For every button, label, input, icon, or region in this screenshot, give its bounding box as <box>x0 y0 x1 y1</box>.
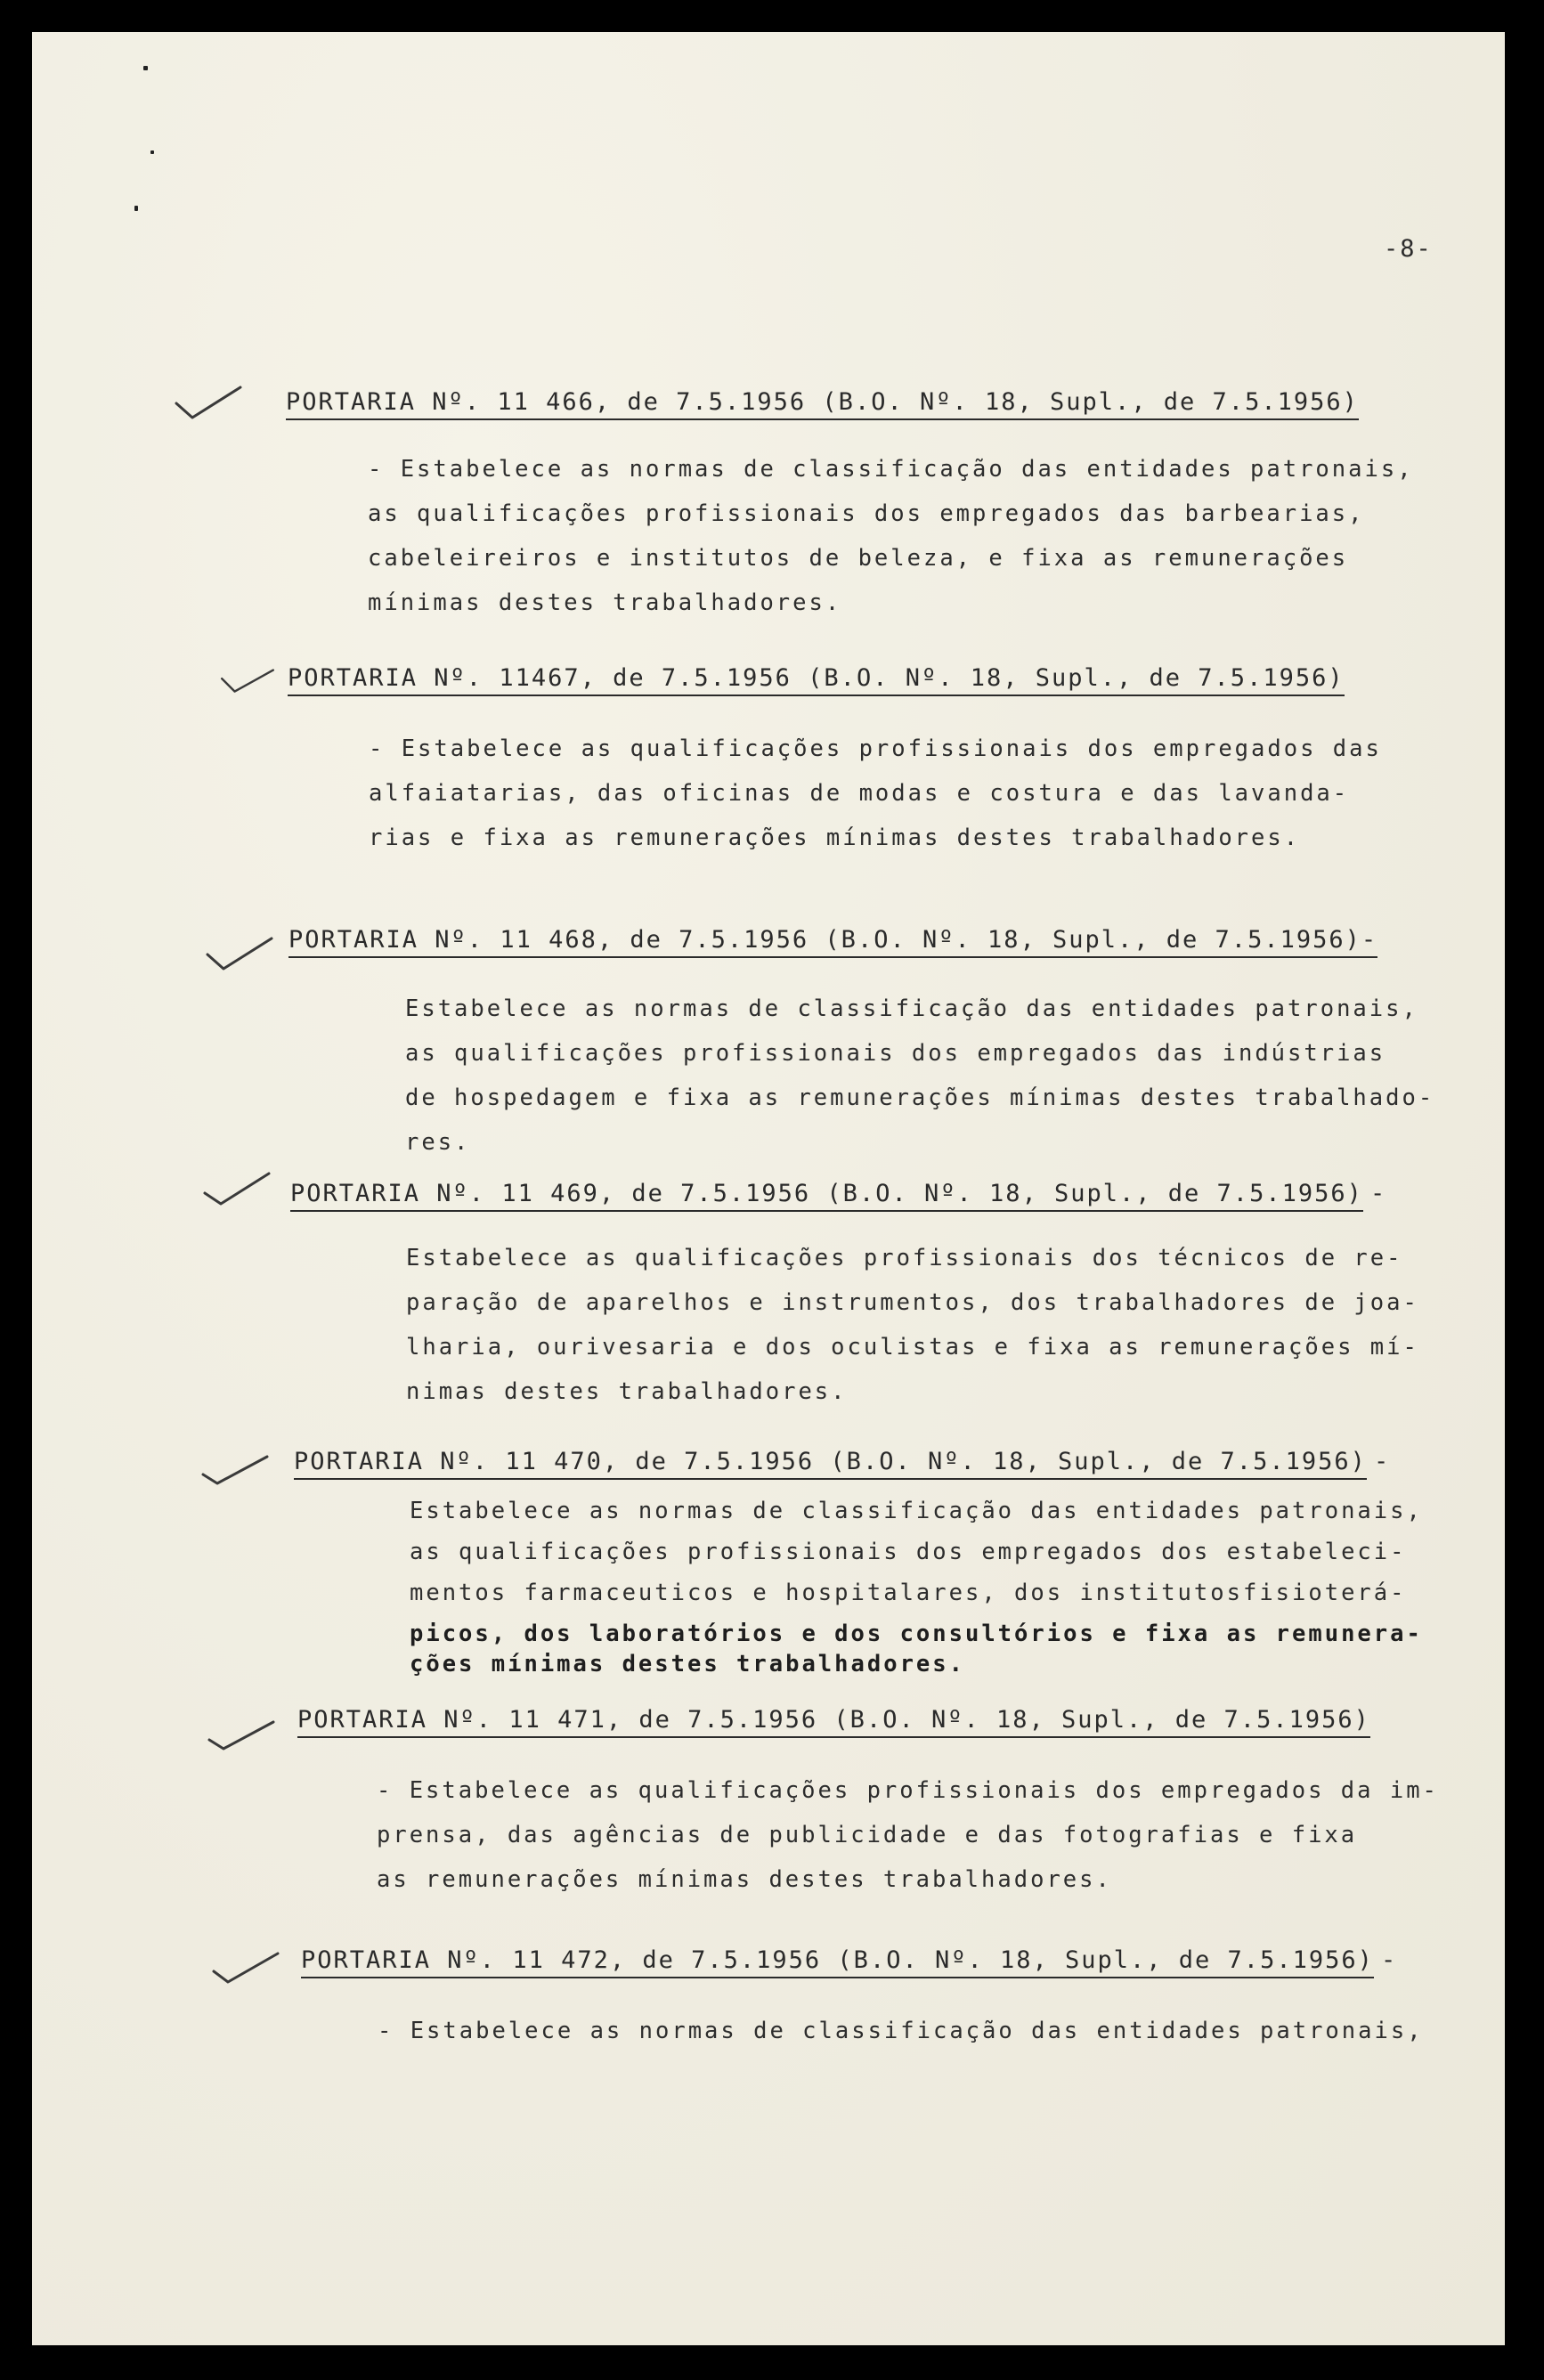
page-number: -8- <box>1384 235 1433 263</box>
description-line: mínimas destes trabalhadores. <box>368 589 842 616</box>
description-line: Estabelece as normas de classificação das entidades patronais, <box>405 995 1418 1022</box>
description-line: paração de aparelhos e instrumentos, dos trabalhadores de joa- <box>406 1289 1419 1316</box>
description-line: - Estabelece as normas de classificação das entidades patronais, <box>378 2018 1424 2044</box>
description-line: cabeleireiros e institutos de beleza, e fixa as remunerações <box>368 545 1349 572</box>
portaria-heading: PORTARIA Nº. 11 471, de 7.5.1956 (B.O. Nº. 18, Supl., de 7.5.1956) <box>297 1706 1370 1738</box>
description-line: Estabelece as normas de classificação das entidades patronais, <box>410 1498 1423 1524</box>
portaria-heading: PORTARIA Nº. 11 470, de 7.5.1956 (B.O. Nº. 18, Supl., de 7.5.1956) <box>294 1448 1367 1480</box>
portaria-heading: PORTARIA Nº. 11 466, de 7.5.1956 (B.O. Nº. 18, Supl., de 7.5.1956) <box>286 388 1359 420</box>
portaria-heading: PORTARIA Nº. 11 468, de 7.5.1956 (B.O. Nº. 18, Supl., de 7.5.1956)- <box>288 926 1377 958</box>
description-line: alfaiatarias, das oficinas de modas e costura e das lavanda- <box>369 780 1350 807</box>
description-line: - Estabelece as normas de classificação das entidades patronais, <box>368 456 1414 483</box>
portaria-description <box>377 1768 1439 1902</box>
description-line: res. <box>405 1129 471 1156</box>
portaria-description <box>410 1491 1423 1685</box>
checkmark-icon <box>201 1168 272 1209</box>
portaria-heading: PORTARIA Nº. 11 472, de 7.5.1956 (B.O. Nº. 18, Supl., de 7.5.1956) <box>301 1946 1374 1978</box>
portaria-description <box>406 1236 1419 1414</box>
description-line: picos, dos laboratórios e dos consultórios e fixa as remunera- <box>410 1621 1423 1647</box>
description-line: as qualificações profissionais dos empregados das indústrias <box>405 1040 1386 1067</box>
checkmark-icon <box>210 1946 281 1987</box>
portaria-heading: PORTARIA Nº. 11 469, de 7.5.1956 (B.O. Nº. 18, Supl., de 7.5.1956) <box>290 1180 1363 1212</box>
ink-speck <box>143 66 148 70</box>
description-line: ções mínimas destes trabalhadores. <box>410 1651 965 1677</box>
description-line: de hospedagem e fixa as remunerações mínimas destes trabalhado- <box>405 1084 1435 1111</box>
checkmark-icon <box>204 933 275 974</box>
portaria-description <box>405 987 1434 1165</box>
description-line: mentos farmaceuticos e hospitalares, dos institutosfisioterá- <box>410 1580 1407 1606</box>
portaria-description <box>369 727 1382 860</box>
checkmark-icon <box>199 1448 271 1489</box>
portaria-description <box>368 447 1414 625</box>
description-line: rias e fixa as remunerações mínimas destes trabalhadores. <box>369 824 1301 851</box>
ink-speck <box>134 206 138 211</box>
description-line: as remunerações mínimas destes trabalhadores. <box>377 1866 1112 1893</box>
heading-dash: - <box>1370 1180 1386 1207</box>
ink-speck <box>150 150 154 154</box>
heading-dash: - <box>1381 1946 1396 1974</box>
description-line: as qualificações profissionais dos empregados das barbearias, <box>368 500 1365 527</box>
portaria-description <box>378 2009 1424 2053</box>
description-line: - Estabelece as qualificações profissionais dos empregados das <box>369 735 1382 762</box>
faint-stamp: ⁠ <box>142 220 171 332</box>
document-page <box>32 32 1505 2345</box>
description-line: nimas destes trabalhadores. <box>406 1378 848 1405</box>
description-line: Estabelece as qualificações profissionais dos técnicos de re- <box>406 1245 1403 1271</box>
checkmark-icon <box>219 661 276 698</box>
heading-dash: - <box>1374 1448 1389 1475</box>
description-line: prensa, das agências de publicidade e das fotografias e fixa <box>377 1822 1358 1848</box>
portaria-heading: PORTARIA Nº. 11467, de 7.5.1956 (B.O. Nº. 18, Supl., de 7.5.1956) <box>288 664 1345 696</box>
checkmark-icon <box>206 1713 277 1754</box>
description-line: as qualificações profissionais dos empregados dos estabeleci- <box>410 1539 1407 1565</box>
checkmark-icon <box>173 382 244 423</box>
description-line: - Estabelece as qualificações profissionais dos empregados da im- <box>377 1777 1439 1804</box>
description-line: lharia, ourivesaria e dos oculistas e fixa as remunerações mí- <box>406 1334 1419 1361</box>
